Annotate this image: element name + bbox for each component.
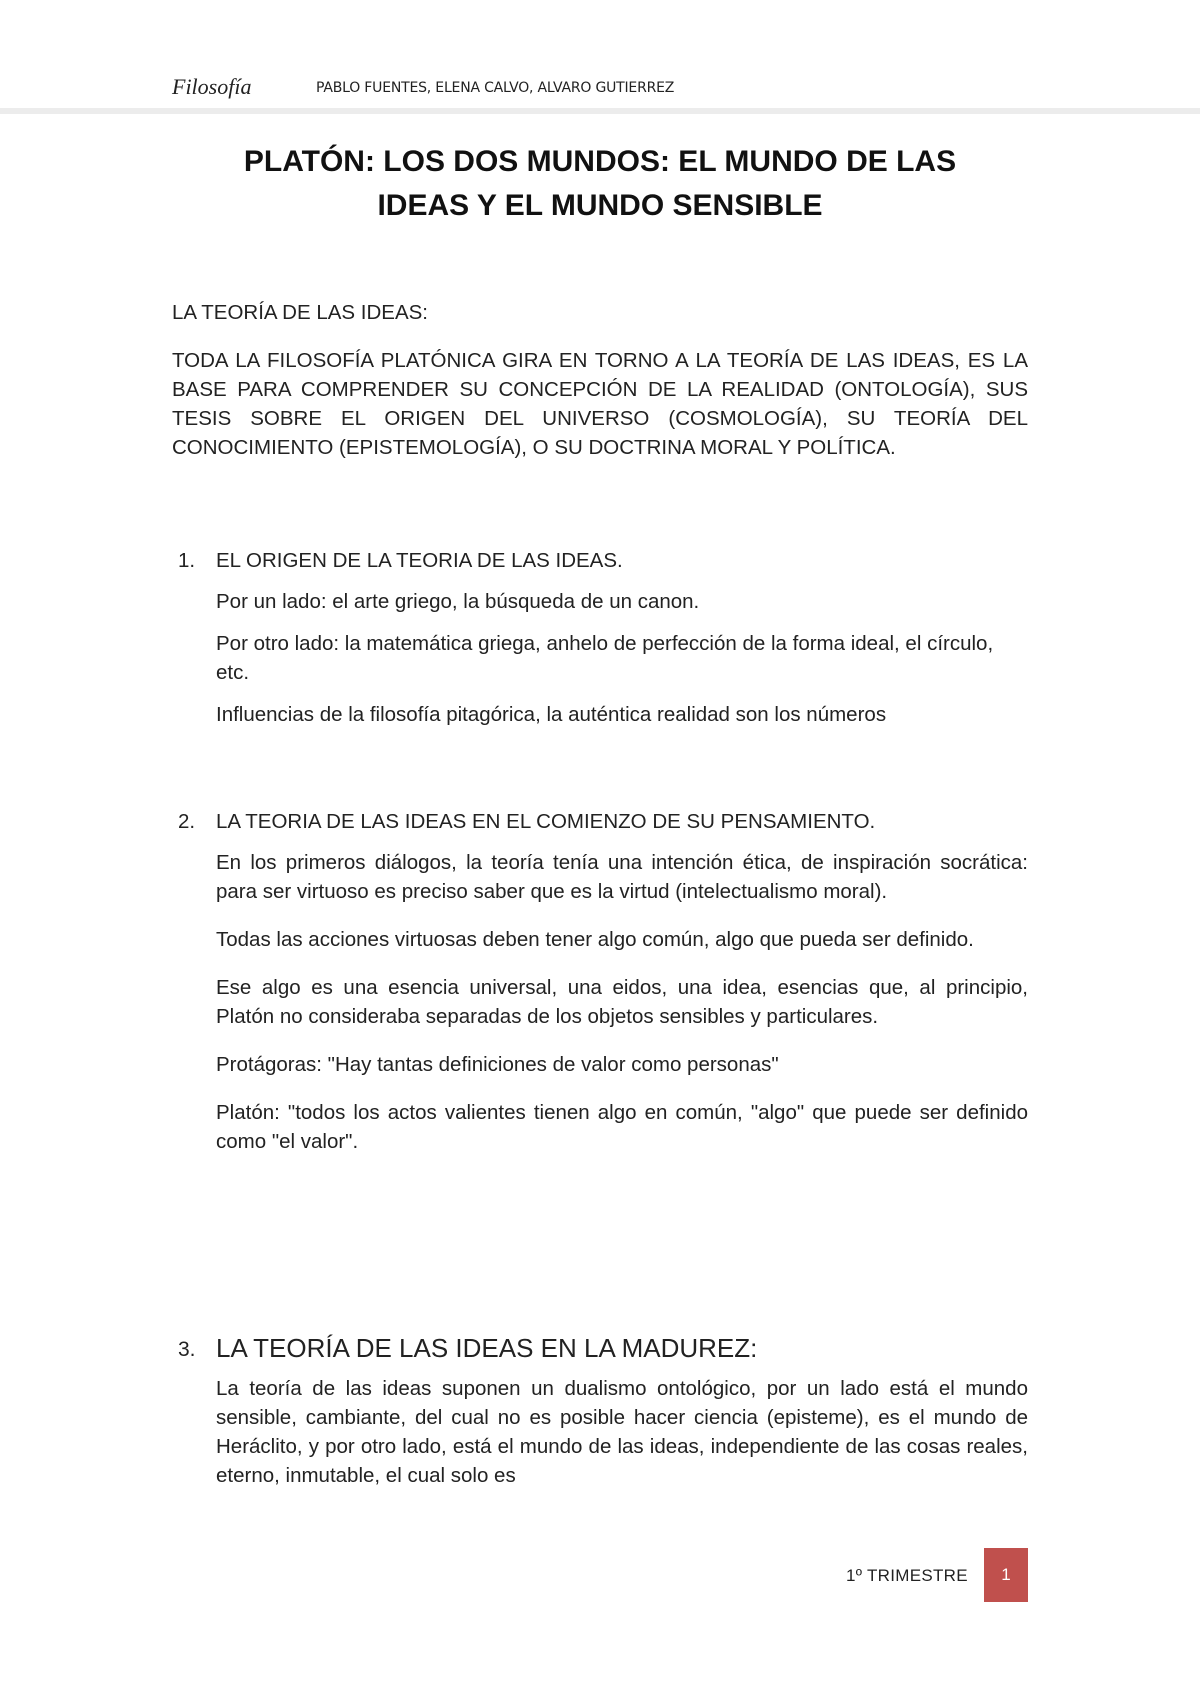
section-maturity — [172, 1328, 1028, 1505]
footer-term-label: 1º TRIMESTRE — [846, 1566, 968, 1585]
page-number-badge: 1 — [984, 1548, 1028, 1602]
section-number: 2. — [178, 810, 196, 833]
paragraph: Ese algo es una esencia universal, una eidos, una idea, esencias que, al principio, Platón no consideraba separadas de los objetos sensibles y particulares. — [216, 976, 1028, 1028]
paragraph: En los primeros diálogos, la teoría tenía una intención ética, de inspiración socrática: para ser virtuoso es preciso saber que es la virtud (intelectualismo moral). — [216, 851, 1028, 903]
header-subject: Filosofía — [172, 74, 252, 99]
title-line-1: PLATÓN: LOS DOS MUNDOS: EL MUNDO DE LAS — [243, 145, 957, 178]
section-title: LA TEORIA DE LAS IDEAS EN EL COMIENZO DE SU PENSAMIENTO. — [216, 810, 876, 833]
section-heading — [172, 546, 1028, 575]
section-heading — [172, 807, 1028, 836]
intro-heading: LA TEORÍA DE LAS IDEAS: — [172, 301, 428, 324]
section-body — [172, 587, 1028, 729]
title-line-2: IDEAS Y EL MUNDO SENSIBLE — [377, 189, 823, 222]
header-authors: PABLO FUENTES, ELENA CALVO, ALVARO GUTIERREZ — [316, 80, 675, 96]
paragraph: Por otro lado: la matemática griega, anhelo de perfección de la forma ideal, el círculo, etc. — [216, 632, 994, 684]
header-divider — [0, 108, 1200, 114]
section-beginning — [172, 807, 1028, 1175]
section-number: 3. — [178, 1338, 196, 1361]
page-header — [172, 72, 1072, 106]
paragraph: Protágoras: "Hay tantas definiciones de valor como personas" — [216, 1053, 779, 1076]
paragraph: Influencias de la filosofía pitagórica, la auténtica realidad son los números — [216, 703, 887, 726]
section-origin — [172, 546, 1028, 742]
section-title: EL ORIGEN DE LA TEORIA DE LAS IDEAS. — [216, 549, 623, 572]
paragraph: Todas las acciones virtuosas deben tener algo común, algo que pueda ser definido. — [216, 928, 974, 951]
intro-paragraph: TODA LA FILOSOFÍA PLATÓNICA GIRA EN TORNO A LA TEORÍA DE LAS IDEAS, ES LA BASE PARA COMPRENDER SU CONCEPCIÓN DE LA REALIDAD (ONTOLOGÍA), SUS TESIS SOBRE EL ORIGEN DEL UNIVERSO (COSMOLOGÍA), SU TEORÍA DEL CONOCIMIENTO (EPISTEMOLOGÍA), O SU DOCTRINA MORAL Y POLÍTICA. — [172, 349, 1028, 459]
section-body — [172, 1374, 1028, 1490]
paragraph: La teoría de las ideas suponen un dualismo ontológico, por un lado está el mundo sensible, cambiante, del cual no es posible hacer ciencia (episteme), es el mundo de Heráclito, y por otro lado, está el mundo de las ideas, independiente de las cosas reales, eterno, inmutable, el cual solo es — [216, 1377, 1028, 1487]
paragraph: Por un lado: el arte griego, la búsqueda de un canon. — [216, 590, 700, 613]
section-body — [172, 848, 1028, 1156]
section-number: 1. — [178, 549, 196, 572]
section-heading — [172, 1328, 1028, 1368]
paragraph: Platón: "todos los actos valientes tienen algo en común, "algo" que puede ser definido como "el valor". — [216, 1101, 1028, 1153]
document-title — [172, 140, 1028, 228]
section-title: LA TEORÍA DE LAS IDEAS EN LA MADUREZ: — [216, 1333, 758, 1363]
